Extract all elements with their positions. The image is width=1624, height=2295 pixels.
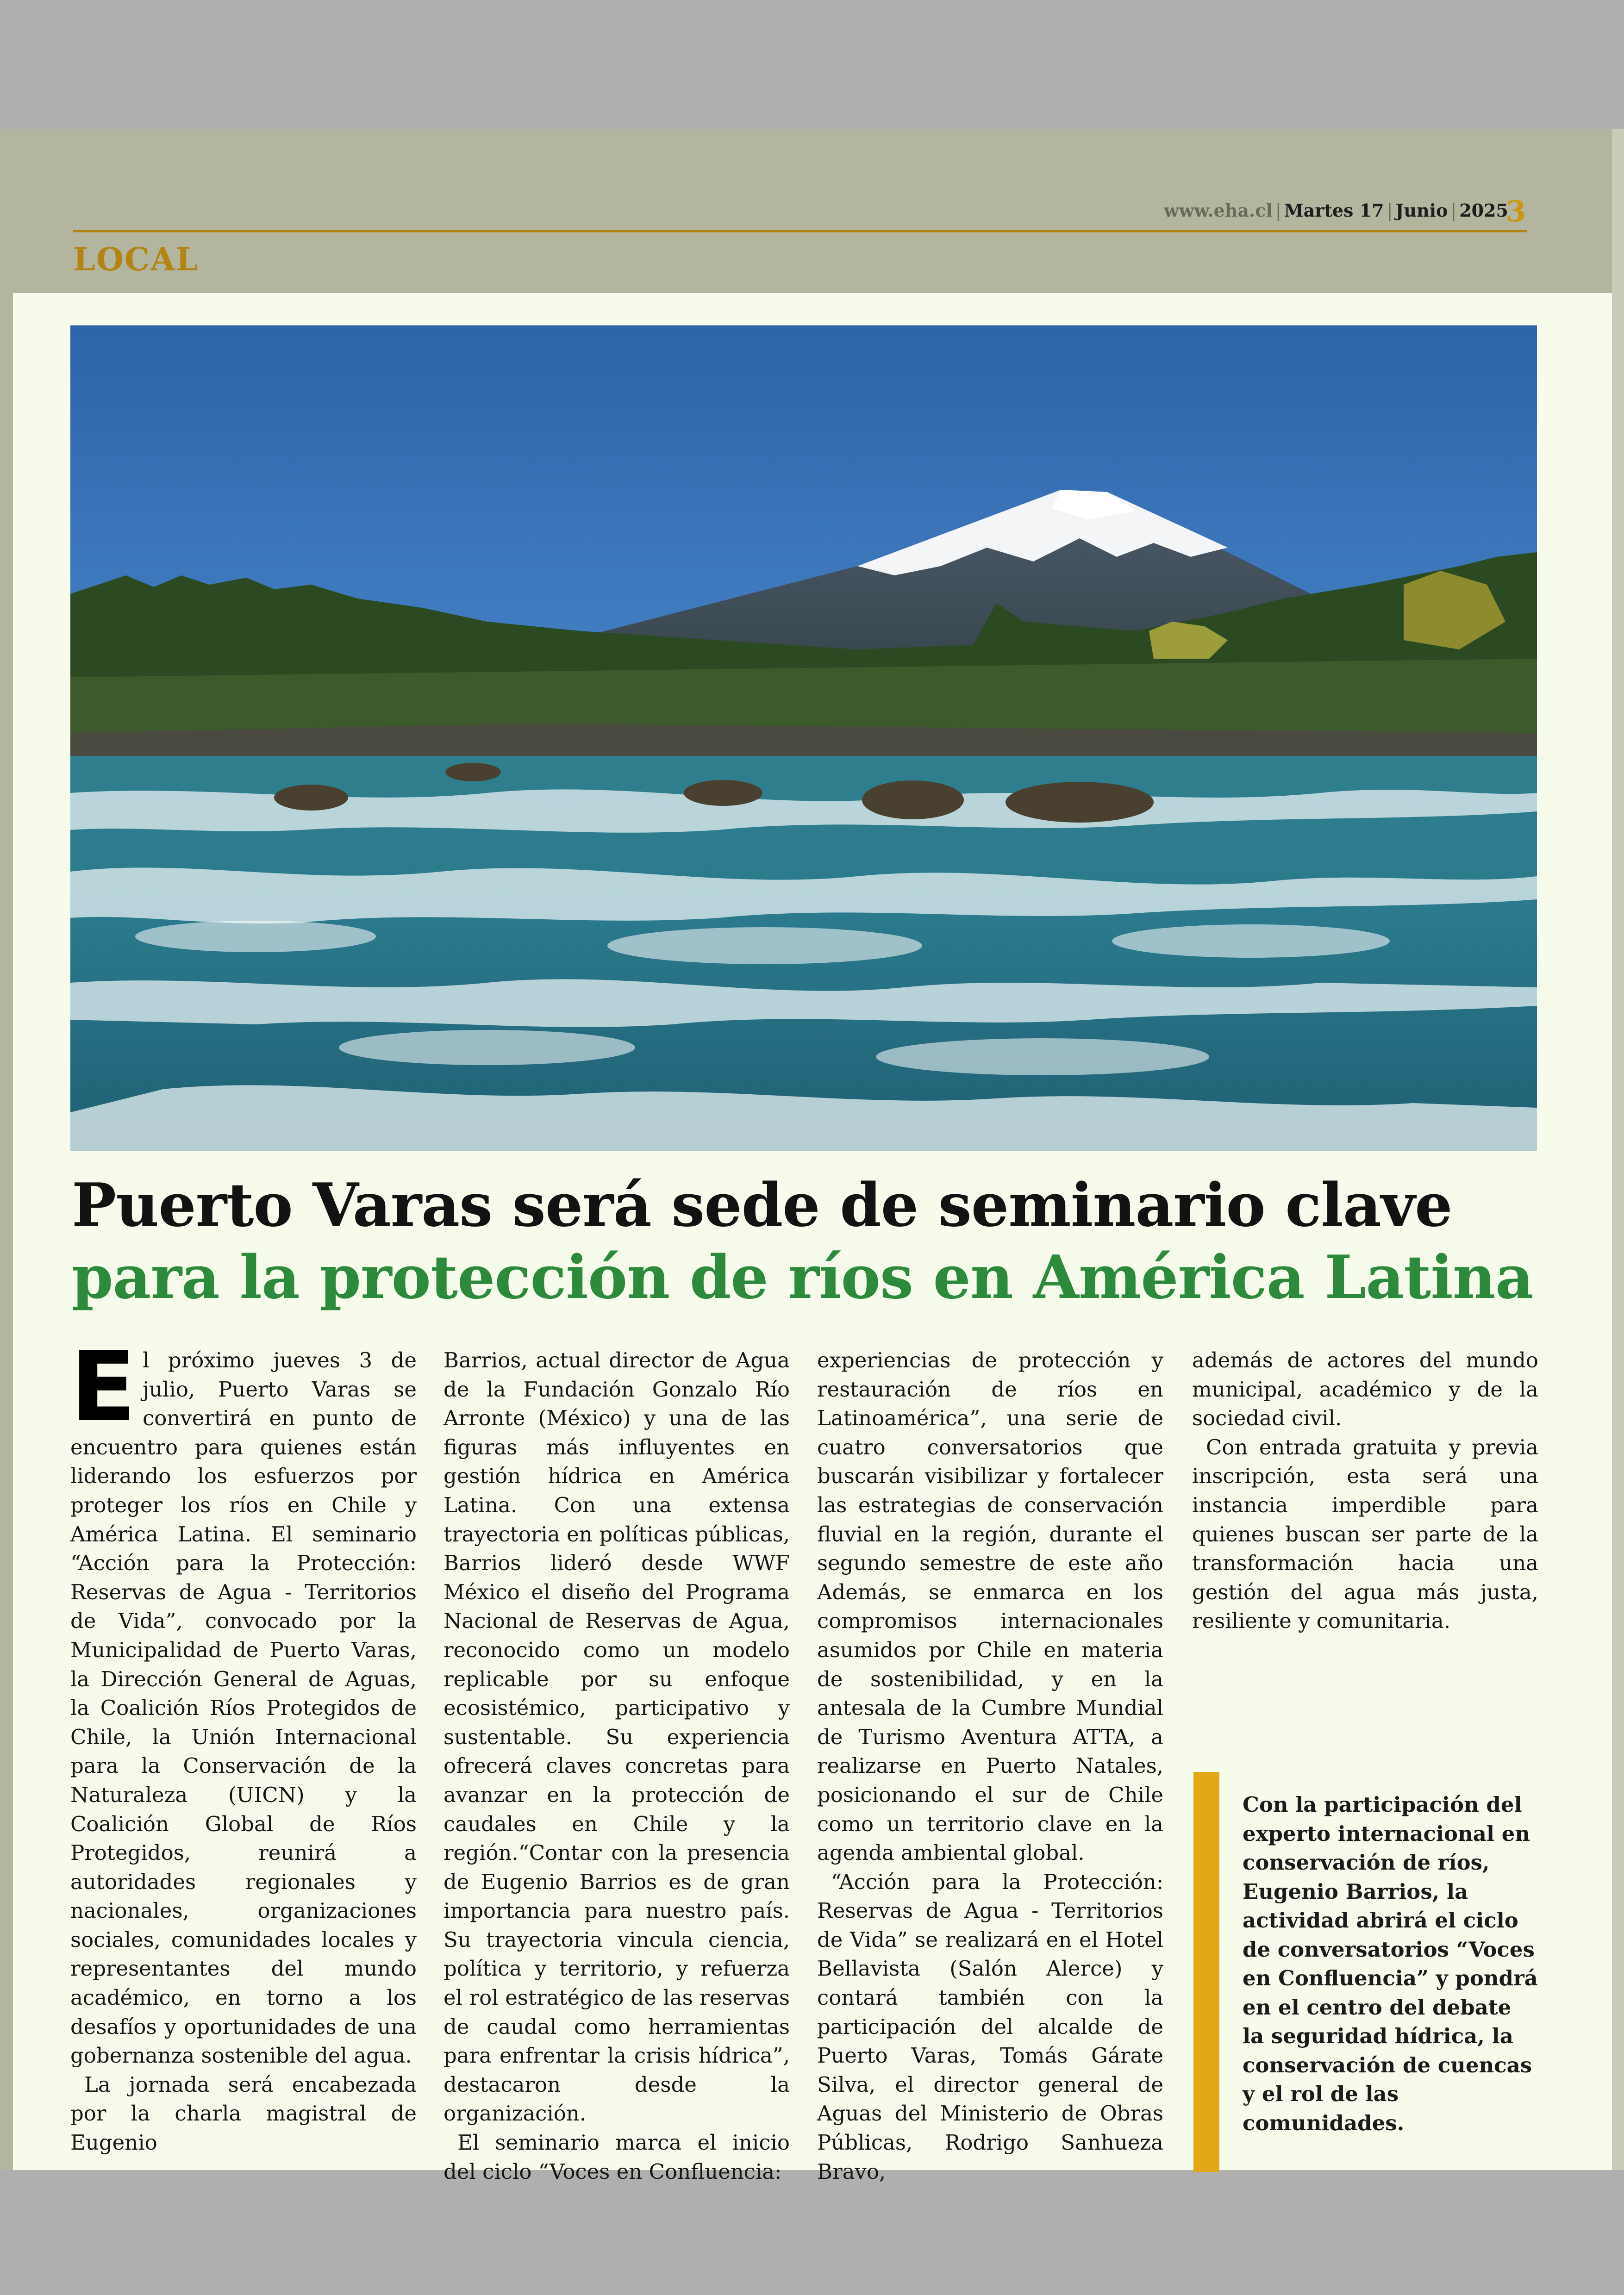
meta-separator: | — [1387, 200, 1393, 221]
column-1-paragraph-2: La jornada será encabezada por la charla magistral de Eugenio — [70, 2072, 417, 2155]
article-column-3 — [817, 1346, 1163, 2186]
column-2-paragraph-2: El seminario marca el inicio del ciclo “Voces en Confluencia: — [443, 2130, 790, 2184]
drop-cap: E — [70, 1331, 137, 1443]
meta-separator: | — [1450, 200, 1457, 221]
column-2-paragraph-1: Barrios, actual director de Agua de la Fundación Gonzalo Río Arronte (México) y una de las figuras más influyentes en gestión hídrica en América Latina. Con una extensa trayectoria en políticas públicas, Barrios lideró desde WWF México el diseño del Programa Nacional de Reservas de Agua, reconocido como un modelo replicable por su enfoque ecosistémico, participativo y sustentable. Su experiencia ofrecerá claves concretas para avanzar en la protección de caudales en Chile y la región.“Contar con la presencia de Eugenio Barrios es de gran importancia para nuestro país. Su trayectoria vincula ciencia, política y territorio, y refuerza el rol estratégico de las reservas de caudal como herramientas para enfrentar la crisis hídrica”, destacaron desde la organización. — [443, 1348, 790, 2126]
header-rule — [73, 230, 1527, 232]
article-column-1 — [70, 1331, 417, 2158]
article-column-4 — [1192, 1346, 1538, 1636]
site-url: www.eha.cl — [1164, 200, 1273, 221]
page-number: 3 — [1506, 194, 1526, 228]
pull-quote-bar — [1193, 1772, 1219, 2172]
column-3-paragraph-1: experiencias de protección y restauración de ríos en Latinoamérica”, una serie de cuatro conversatorios que buscarán visibilizar y fortalecer las estrategias de conservación fluvial en la región, durante el segundo semestre de este año Además, se enmarca en los compromisos internacionales asumidos por Chile en materia de sostenibilidad, y en la antesala de la Cumbre Mundial de Turismo Aventura ATTA, a realizarse en Puerto Natales, posicionando el sur de Chile como un territorio clave en la agenda ambiental global. — [817, 1348, 1163, 1865]
section-label: LOCAL — [73, 241, 199, 278]
article-photo — [70, 325, 1537, 1151]
headline-line-2: para la protección de ríos en América Latina — [72, 1243, 1533, 1312]
issue-month: Junio — [1395, 200, 1448, 221]
volcano-river-illustration — [70, 325, 1537, 1151]
newspaper-page — [0, 129, 1624, 2184]
article-column-2 — [443, 1346, 790, 2186]
column-1-paragraph-1: l próximo jueves 3 de julio, Puerto Varas se convertirá en punto de encuentro para quienes están liderando los esfuerzos por proteger los ríos en Chile y América Latina. El seminario “Acción para la Protección: Reservas de Agua - Territorios de Vida”, convocado por la Municipalidad de Puerto Varas, la Dirección General de Aguas, la Coalición Ríos Protegidos de Chile, la Unión Internacional para la Conservación de la Naturaleza (UICN) y la Coalición Global de Ríos Protegidos, reunirá a autoridades regionales y nacionales, organizaciones sociales, comunidades locales y representantes del mundo académico, en torno a los desafíos y oportunidades de una gobernanza sostenible del agua. — [70, 1348, 417, 2068]
headline-line-1: Puerto Varas será sede de seminario clave — [72, 1171, 1452, 1240]
issue-meta — [1164, 200, 1508, 228]
column-4-paragraph-2: Con entrada gratuita y previa inscripción, esta será una instancia imperdible para quienes buscan ser parte de la transformación hacia una gestión del agua más justa, resiliente y comunitaria. — [1192, 1434, 1538, 1634]
column-3-paragraph-2: “Acción para la Protección: Reservas de Agua - Territorios de Vida” se realizará en el Hotel Bellavista (Salón Alerce) y contará también con la participación del alcalde de Puerto Varas, Tomás Gárate Silva, el director general de Aguas del Ministerio de Obras Públicas, Rodrigo Sanhueza Bravo, — [817, 1869, 1163, 2184]
issue-day: Martes 17 — [1284, 200, 1384, 221]
issue-year: 2025 — [1459, 200, 1508, 221]
pull-quote: Con la participación del experto internacional en conservación de ríos, Eugenio Barrios, la actividad abrirá el ciclo de conversatorios “Voces en Confluencia” y pondrá en el centro del debate la seguridad hídrica, la conservación de cuencas y el rol de las comunidades. — [1243, 1792, 1538, 2135]
page-edge-shadow-right — [1612, 129, 1624, 2170]
column-4-paragraph-1: además de actores del mundo municipal, académico y de la sociedad civil. — [1192, 1348, 1538, 1431]
article-headline — [72, 1169, 1553, 1314]
meta-separator: | — [1275, 200, 1281, 221]
page-edge-shadow — [0, 129, 13, 2170]
